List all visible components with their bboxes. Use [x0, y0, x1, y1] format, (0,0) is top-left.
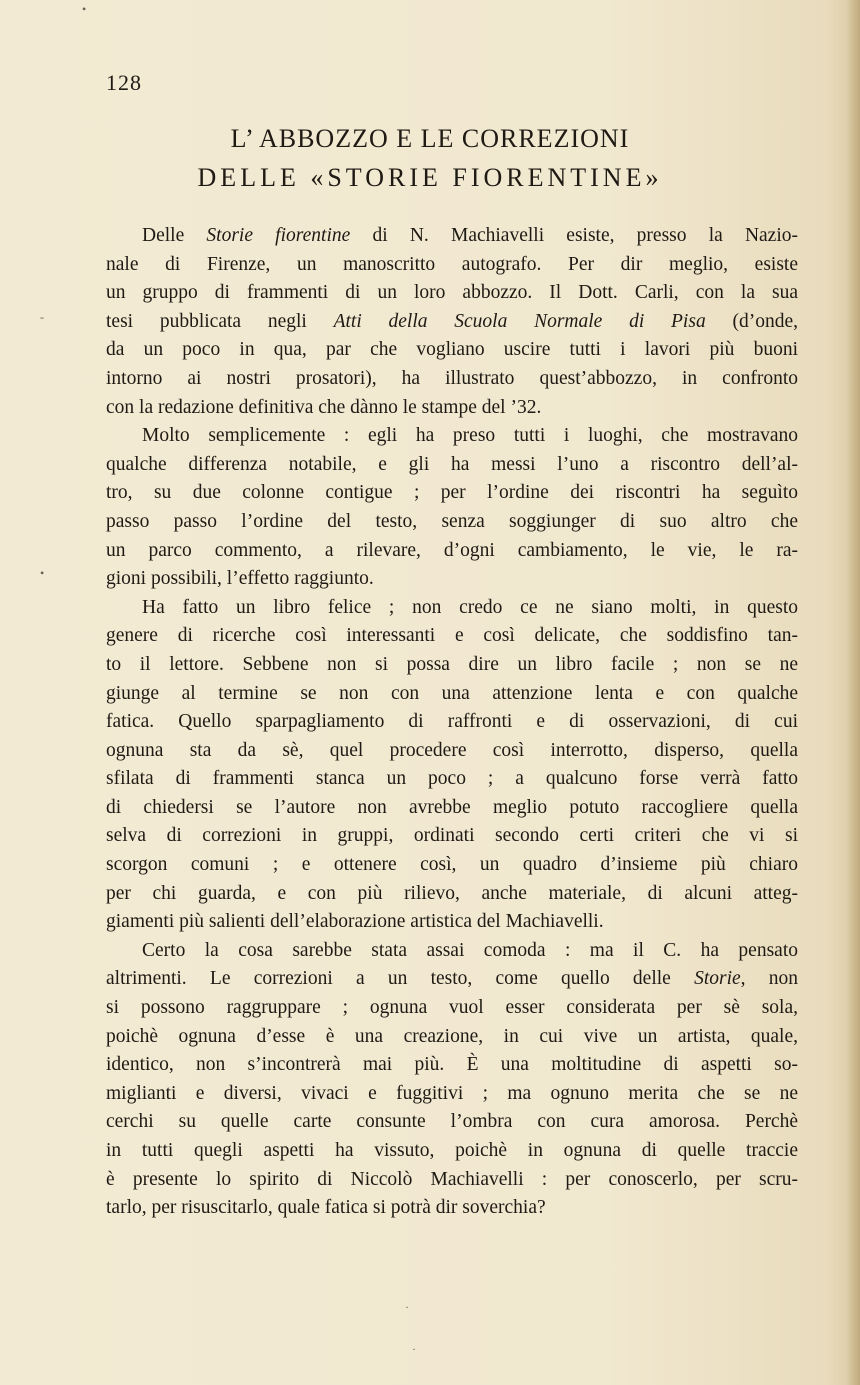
- speck-mark: •: [40, 566, 45, 580]
- text-line: da un poco in qua, par che vogliano uscire tutti i lavori più buoni: [106, 339, 798, 361]
- text-line: selva di correzioni in gruppi, ordinati secondo certi criteri che vi si: [106, 825, 798, 847]
- text-line: un gruppo di frammenti di un loro abbozzo. Il Dott. Carli, con la sua: [106, 282, 798, 304]
- text-line: altrimenti. Le correzioni a un testo, come quello delle Storie, non: [106, 968, 798, 990]
- text-line: intorno ai nostri prosatori), ha illustrato quest’abbozzo, in confronto: [106, 367, 798, 389]
- text-line: nale di Firenze, un manoscritto autografo. Per dir meglio, esiste: [106, 253, 798, 275]
- text-line: un parco commento, a rilevare, d’ogni cambiamento, le vie, le ra-: [106, 539, 798, 561]
- text-line: in tutti quegli aspetti ha vissuto, poichè in ognuna di quelle traccie: [106, 1140, 798, 1161]
- text-line: tesi pubblicata negli Atti della Scuola Normale di Pisa (d’onde,: [106, 310, 798, 332]
- text-line: miglianti e diversi, vivaci e fuggitivi ; ma ognuno merita che se ne: [106, 1082, 798, 1104]
- text-line: Molto semplicemente : egli ha preso tutti i luoghi, che mostravano: [142, 425, 798, 447]
- text-line: ognuna sta da sè, quel procedere così interrotto, disperso, quella: [106, 739, 798, 761]
- text-line: Ha fatto un libro felice ; non credo ce ne siano molti, in questo: [142, 596, 798, 618]
- text-line: Delle Storie fiorentine di N. Machiavelli esiste, presso la Nazio-: [142, 225, 798, 246]
- text-line: gioni possibili, l’effetto raggiunto.: [106, 568, 374, 590]
- text-line: passo passo l’ordine del testo, senza soggiunger di suo altro che: [106, 510, 798, 532]
- body-text: [106, 222, 798, 1223]
- speck-mark: ·: [412, 1342, 416, 1356]
- text-line: tarlo, per risuscitarlo, quale fatica si potrà dir soverchia?: [106, 1197, 546, 1219]
- text-line: giamenti più salienti dell’elaborazione artistica del Machiavelli.: [106, 911, 604, 933]
- text-line: Certo la cosa sarebbe stata assai comoda : ma il C. ha pensato: [142, 939, 798, 961]
- text-line: con la redazione definitiva che dànno le stampe del ’32.: [106, 396, 542, 418]
- text-line: si possono raggruppare ; ognuna vuol esser considerata per sè sola,: [106, 997, 798, 1019]
- text-line: qualche differenza notabile, e gli ha messi l’uno a riscontro dell’al-: [106, 453, 798, 475]
- text-line: scorgon comuni ; e ottenere così, un quadro d’insieme più chiaro: [106, 854, 798, 876]
- text-line: tro, su due colonne contigue ; per l’ordine dei riscontri ha seguìto: [106, 482, 798, 504]
- text-line: to il lettore. Sebbene non si possa dire un libro facile ; non se ne: [106, 653, 798, 675]
- text-line: genere di ricerche così interessanti e così delicate, che soddisfino tan-: [106, 625, 798, 647]
- title-line-1: L’ ABBOZZO E LE CORREZIONI: [230, 124, 630, 153]
- speck-mark: ·: [405, 1300, 409, 1314]
- text-line: di chiedersi se l’autore non avrebbe meglio potuto raccogliere quella: [106, 796, 798, 818]
- speck-mark: -: [40, 310, 44, 324]
- text-line: per chi guarda, e con più rilievo, anche materiale, di alcuni atteg-: [106, 882, 798, 904]
- text-line: poichè ognuna d’esse è una creazione, in cui vive un artista, quale,: [106, 1025, 798, 1047]
- text-line: sfilata di frammenti stanca un poco ; a qualcuno forse verrà fatto: [106, 768, 798, 790]
- text-line: identico, non s’incontrerà mai più. È una moltitudine di aspetti so-: [106, 1054, 798, 1076]
- text-line: giunge al termine se non con una attenzione lenta e con qualche: [106, 682, 798, 704]
- page-edge-shadow: [846, 0, 860, 1385]
- text-line: fatica. Quello sparpagliamento di raffronti e di osservazioni, di cui: [106, 711, 798, 733]
- page-number: 128: [106, 70, 142, 95]
- text-line: è presente lo spirito di Niccolò Machiavelli : per conoscerlo, per scru-: [106, 1168, 798, 1190]
- speck-mark: •: [82, 2, 87, 16]
- title-line-2: DELLE «STORIE FIORENTINE»: [197, 163, 663, 192]
- text-line: cerchi su quelle carte consunte l’ombra con cura amorosa. Perchè: [106, 1111, 798, 1133]
